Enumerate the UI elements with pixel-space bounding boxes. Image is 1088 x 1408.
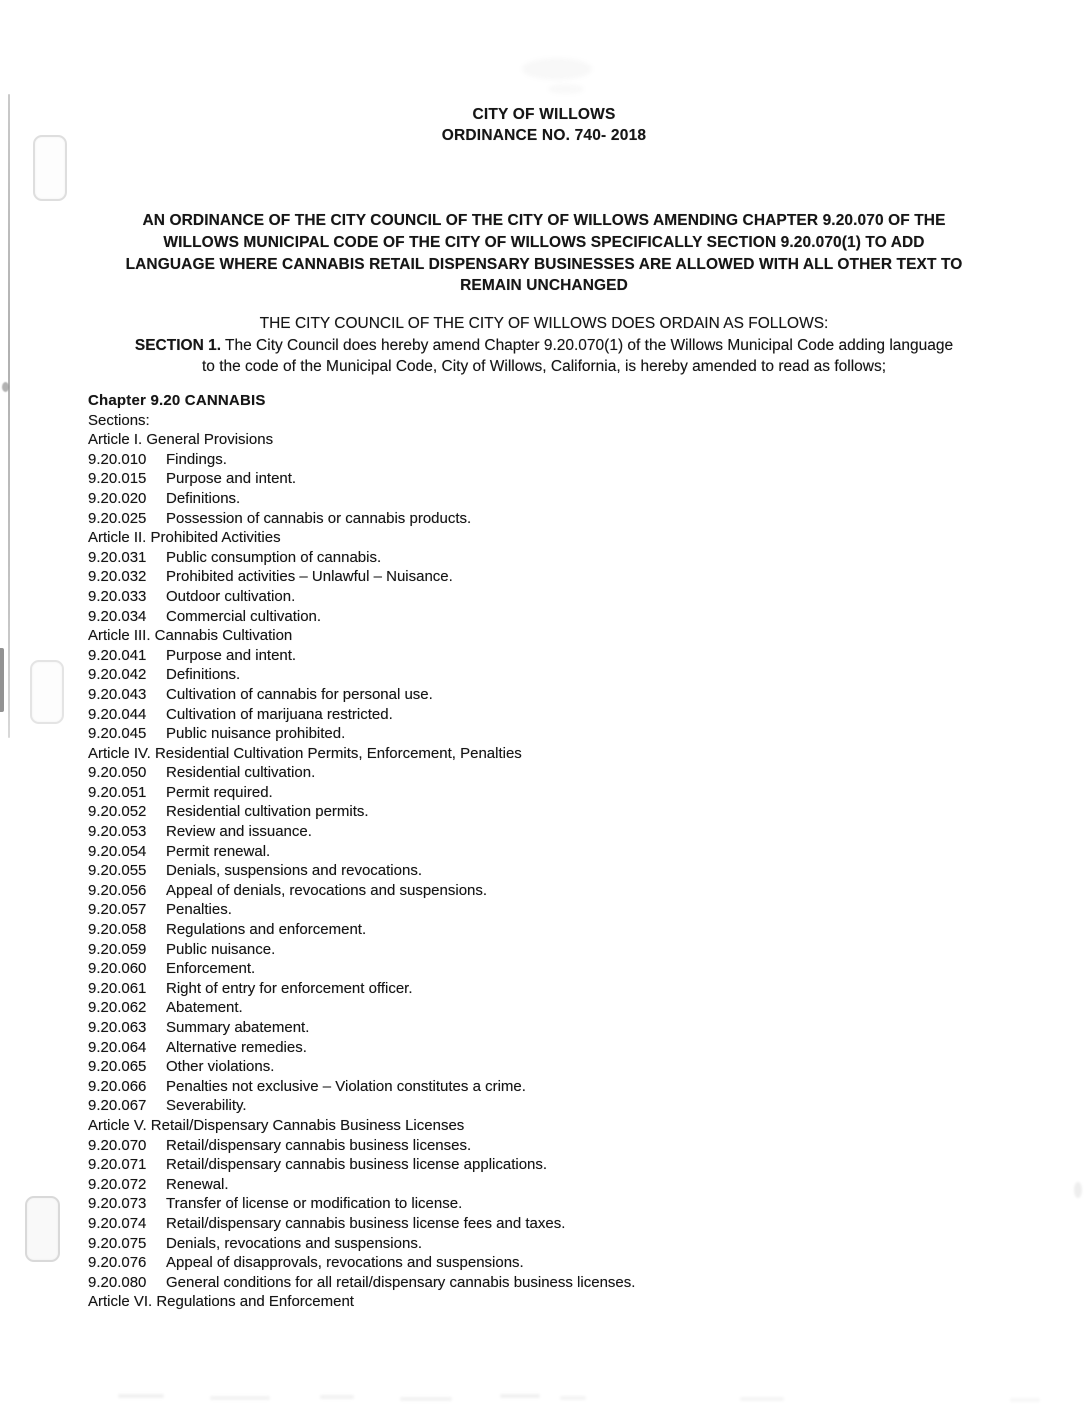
title-line: REMAIN UNCHANGED xyxy=(460,277,628,295)
toc-article-row xyxy=(88,1116,1028,1136)
section-title: Public nuisance prohibited. xyxy=(166,725,346,743)
section-title: Retail/dispensary cannabis business license fees and taxes. xyxy=(166,1214,566,1232)
toc-article-row xyxy=(88,430,1028,450)
scan-bottom-noise xyxy=(500,1394,540,1398)
section-number: 9.20.052 xyxy=(88,803,147,821)
sections-label: Sections: xyxy=(88,411,150,429)
city-title: CITY OF WILLOWS xyxy=(472,106,616,123)
section-title: Denials, suspensions and revocations. xyxy=(166,862,422,880)
section-number: 9.20.063 xyxy=(88,1019,147,1036)
chapter-toc xyxy=(88,391,1028,1312)
section-title: Residential cultivation permits. xyxy=(166,803,369,821)
scan-smudge xyxy=(522,58,592,80)
toc-section-row xyxy=(88,685,1028,705)
section-number: 9.20.076 xyxy=(88,1254,147,1272)
section1-line xyxy=(84,335,1004,357)
section-number: 9.20.062 xyxy=(88,999,147,1017)
toc-section-row xyxy=(88,1273,1028,1293)
section-title: Definitions. xyxy=(166,489,241,507)
section-title: Severability. xyxy=(166,1097,247,1115)
section1-continuation: to the code of the Municipal Code, City of Willows, California, is hereby amended to read as follows; xyxy=(201,358,887,375)
section-number: 9.20.050 xyxy=(88,764,147,782)
toc-section-row xyxy=(88,1077,1028,1097)
scan-bottom-noise xyxy=(210,1396,270,1400)
section-title: Retail/dispensary cannabis business license applications. xyxy=(166,1156,548,1174)
section-title: Regulations and enforcement. xyxy=(166,921,367,939)
section-title: Public consumption of cannabis. xyxy=(166,548,382,566)
chapter-heading: Chapter 9.20 CANNABIS xyxy=(88,392,266,409)
toc-section-row xyxy=(88,822,1028,842)
section-number: 9.20.025 xyxy=(88,509,147,527)
section-title: Outdoor cultivation. xyxy=(166,587,296,605)
toc-section-row xyxy=(88,940,1028,960)
scan-smudge xyxy=(1074,1182,1082,1198)
section-number: 9.20.070 xyxy=(88,1136,147,1154)
toc-section-row xyxy=(88,783,1028,803)
section-number: 9.20.067 xyxy=(88,1097,147,1115)
toc-section-row xyxy=(88,1253,1028,1273)
scan-bottom-noise xyxy=(320,1395,354,1399)
scan-bottom-noise xyxy=(740,1397,784,1401)
section-title: Renewal. xyxy=(166,1175,229,1193)
section-title: Purpose and intent. xyxy=(166,646,297,664)
toc-section-row xyxy=(88,489,1028,509)
section-number: 9.20.010 xyxy=(88,450,147,468)
section-number: 9.20.075 xyxy=(88,1234,147,1252)
section-title: Public nuisance. xyxy=(166,940,276,958)
section-number: 9.20.064 xyxy=(88,1038,147,1056)
section-number: 9.20.015 xyxy=(88,470,147,488)
toc-section-row xyxy=(88,1194,1028,1214)
section-number: 9.20.060 xyxy=(88,960,147,978)
toc-section-row xyxy=(88,705,1028,725)
section-title: General conditions for all retail/dispensary cannabis business licenses. xyxy=(166,1273,636,1291)
section-number: 9.20.057 xyxy=(88,901,147,919)
section-title: Abatement. xyxy=(166,999,243,1017)
scan-bottom-noise xyxy=(1010,1398,1040,1402)
toc-section-row xyxy=(88,802,1028,822)
article-title: Article II. Prohibited Activities xyxy=(88,529,281,547)
section-number: 9.20.056 xyxy=(88,881,147,899)
section-title: Other violations. xyxy=(166,1058,275,1076)
toc-section-row xyxy=(88,998,1028,1018)
section-number: 9.20.058 xyxy=(88,921,147,939)
section-number: 9.20.074 xyxy=(88,1214,147,1232)
toc-section-row xyxy=(88,1175,1028,1195)
section-title: Permit required. xyxy=(166,783,273,801)
section-title: Prohibited activities – Unlawful – Nuisance. xyxy=(166,568,453,586)
scan-bottom-noise xyxy=(400,1397,452,1401)
toc-section-row xyxy=(88,1234,1028,1254)
toc-section-row xyxy=(88,646,1028,666)
toc-section-row xyxy=(88,959,1028,979)
section-number: 9.20.043 xyxy=(88,685,147,703)
toc-section-row xyxy=(88,509,1028,529)
section-number: 9.20.041 xyxy=(88,646,147,664)
toc-section-row xyxy=(88,1018,1028,1038)
scan-edge-dark-mark xyxy=(0,648,4,712)
toc-article-row xyxy=(88,528,1028,548)
section-number: 9.20.044 xyxy=(88,705,147,723)
section1-text: The City Council does hereby amend Chapter 9.20.070(1) of the Willows Municipal Code adding language xyxy=(221,336,954,354)
section-title: Denials, revocations and suspensions. xyxy=(166,1234,422,1252)
toc-section-row xyxy=(88,1057,1028,1077)
section-number: 9.20.055 xyxy=(88,862,147,880)
toc-section-row xyxy=(88,607,1028,627)
toc-section-row xyxy=(88,587,1028,607)
ordain-line: THE CITY COUNCIL OF THE CITY OF WILLOWS DOES ORDAIN AS FOLLOWS: xyxy=(259,315,829,332)
section-title: Purpose and intent. xyxy=(166,470,297,488)
section-title: Transfer of license or modification to license. xyxy=(166,1195,463,1213)
toc-section-row xyxy=(88,1155,1028,1175)
toc-article-row xyxy=(88,626,1028,646)
section-number: 9.20.080 xyxy=(88,1273,147,1291)
toc-section-row xyxy=(88,665,1028,685)
article-title: Article III. Cannabis Cultivation xyxy=(88,627,293,645)
toc-section-row xyxy=(88,881,1028,901)
toc-article-row xyxy=(88,744,1028,764)
section1-label: SECTION 1. xyxy=(134,336,222,354)
section-title: Right of entry for enforcement officer. xyxy=(166,979,413,997)
section-number: 9.20.072 xyxy=(88,1175,147,1193)
toc-section-row xyxy=(88,900,1028,920)
section-title: Possession of cannabis or cannabis products. xyxy=(166,509,472,527)
section-title: Enforcement. xyxy=(166,960,256,978)
ordinance-number: ORDINANCE NO. 740- 2018 xyxy=(441,127,647,144)
scan-bottom-noise xyxy=(560,1396,586,1400)
section-number: 9.20.051 xyxy=(88,783,147,801)
scan-ink-blob xyxy=(2,382,9,392)
title-line: WILLOWS MUNICIPAL CODE OF THE CITY OF WILLOWS SPECIFICALLY SECTION 9.20.070(1) TO ADD xyxy=(163,233,925,251)
section-number: 9.20.032 xyxy=(88,568,147,586)
article-title: Article IV. Residential Cultivation Permits, Enforcement, Penalties xyxy=(88,744,522,762)
section-title: Retail/dispensary cannabis business licenses. xyxy=(166,1136,472,1154)
section-title: Summary abatement. xyxy=(166,1019,310,1036)
toc-section-row xyxy=(88,724,1028,744)
section-title: Penalties. xyxy=(166,901,232,919)
scan-smudge xyxy=(548,84,584,94)
section-number: 9.20.059 xyxy=(88,940,147,958)
toc-section-row xyxy=(88,450,1028,470)
section-number: 9.20.031 xyxy=(88,548,147,566)
toc-list xyxy=(88,430,1028,1312)
toc-section-row xyxy=(88,1096,1028,1116)
section-number: 9.20.071 xyxy=(88,1156,147,1174)
toc-section-row xyxy=(88,548,1028,568)
section-title: Cultivation of cannabis for personal use. xyxy=(166,685,433,703)
section-number: 9.20.054 xyxy=(88,842,147,860)
article-title: Article V. Retail/Dispensary Cannabis Business Licenses xyxy=(88,1116,465,1134)
toc-section-row xyxy=(88,979,1028,999)
document-header xyxy=(0,104,1088,146)
scan-edge-line xyxy=(8,94,10,738)
section-number: 9.20.065 xyxy=(88,1058,147,1076)
ordinance-title-paragraph xyxy=(84,210,1004,297)
ordain-block xyxy=(84,313,1004,378)
section-title: Appeal of denials, revocations and suspensions. xyxy=(166,881,488,899)
toc-section-row xyxy=(88,1038,1028,1058)
article-title: Article I. General Provisions xyxy=(88,431,274,449)
section-title: Appeal of disapprovals, revocations and suspensions. xyxy=(166,1254,524,1272)
section-number: 9.20.066 xyxy=(88,1077,147,1095)
section-number: 9.20.061 xyxy=(88,979,147,997)
section-title: Commercial cultivation. xyxy=(166,607,322,625)
toc-section-row xyxy=(88,842,1028,862)
title-line: AN ORDINANCE OF THE CITY COUNCIL OF THE CITY OF WILLOWS AMENDING CHAPTER 9.20.070 OF THE xyxy=(142,212,946,229)
toc-section-row xyxy=(88,1136,1028,1156)
hole-punch-mark xyxy=(30,660,64,724)
toc-section-row xyxy=(88,469,1028,489)
section-title: Alternative remedies. xyxy=(166,1038,307,1056)
article-title: Article VI. Regulations and Enforcement xyxy=(88,1293,354,1311)
hole-punch-mark xyxy=(25,1196,60,1262)
section-title: Definitions. xyxy=(166,666,241,684)
section-title: Findings. xyxy=(166,450,227,468)
scan-bottom-noise xyxy=(118,1394,164,1398)
section-number: 9.20.045 xyxy=(88,725,147,743)
toc-article-row xyxy=(88,1292,1028,1312)
section-number: 9.20.053 xyxy=(88,823,147,841)
section-title: Residential cultivation. xyxy=(166,764,316,782)
toc-section-row xyxy=(88,567,1028,587)
toc-section-row xyxy=(88,763,1028,783)
title-line: LANGUAGE WHERE CANNABIS RETAIL DISPENSARY BUSINESSES ARE ALLOWED WITH ALL OTHER TEXT TO xyxy=(125,255,963,273)
section-title: Permit renewal. xyxy=(166,842,271,860)
section-title: Review and issuance. xyxy=(166,823,312,841)
toc-section-row xyxy=(88,861,1028,881)
section-number: 9.20.073 xyxy=(88,1195,147,1213)
toc-section-row xyxy=(88,1214,1028,1234)
section-number: 9.20.020 xyxy=(88,489,147,507)
section-title: Penalties not exclusive – Violation constitutes a crime. xyxy=(166,1077,526,1095)
section-number: 9.20.042 xyxy=(88,666,147,684)
section-number: 9.20.033 xyxy=(88,587,147,605)
section-title: Cultivation of marijuana restricted. xyxy=(166,705,393,723)
toc-section-row xyxy=(88,920,1028,940)
section-number: 9.20.034 xyxy=(88,607,147,625)
